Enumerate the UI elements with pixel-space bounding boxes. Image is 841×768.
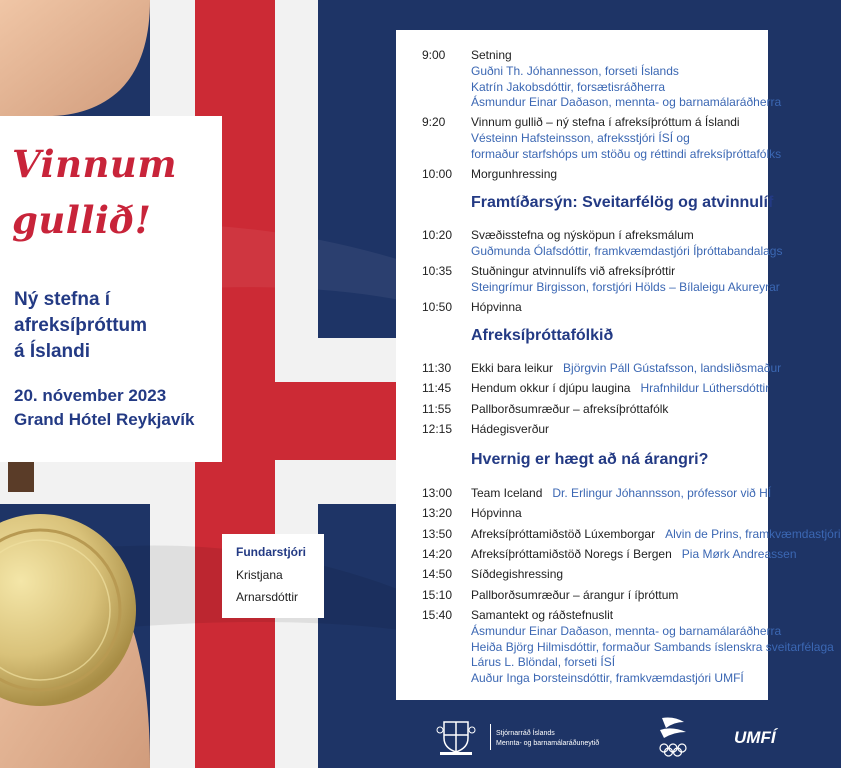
ministry-subname: Mennta- og barnamálaráðuneytið (496, 740, 600, 747)
umfi-logo: UMFÍ (734, 728, 776, 747)
program-speaker: Lárus L. Blöndal, forseti ÍSÍ (471, 655, 616, 669)
event-venue: Grand Hótel Reykjavík (14, 410, 195, 429)
program-speaker: Dr. Erlingur Jóhannsson, prófessor við HÍ (552, 486, 772, 500)
program-time: 13:50 (422, 527, 453, 541)
program-time: 14:20 (422, 547, 453, 561)
event-subtitle (14, 287, 214, 365)
program-item: Hópvinna (471, 300, 522, 314)
program-time: 12:15 (422, 422, 453, 436)
event-date: 20. nóvember 2023 (14, 386, 167, 405)
program-time: 10:20 (422, 228, 453, 242)
program-speaker: Ásmundur Einar Daðason, mennta- og barnamálaráðherra (471, 624, 782, 638)
program-item (471, 547, 797, 561)
event-title-line1: Vinnum (12, 142, 177, 186)
program-time: 11:45 (422, 381, 452, 395)
program-time: 10:35 (422, 264, 453, 278)
chair-name-line2: Arnarsdóttir (236, 590, 299, 604)
program-item (471, 527, 841, 541)
program-speaker: Ásmundur Einar Daðason, mennta- og barnamálaráðherra (471, 95, 782, 109)
program-time: 11:55 (422, 402, 452, 416)
section-heading: Framtíðarsýn: Sveitarfélög og atvinnulíf (471, 194, 774, 211)
program-time: 13:20 (422, 506, 453, 520)
program-speaker: Guðmunda Ólafsdóttir, framkvæmdastjóri Íþróttabandalags (471, 244, 783, 258)
program-item: Hádegisverður (471, 422, 550, 436)
program-item-title: Afreksíþróttamiðstöð Lúxemborgar (471, 527, 656, 541)
program-time: 9:00 (422, 48, 446, 62)
program-time: 13:00 (422, 486, 453, 500)
program-item-title: Team Iceland (471, 486, 543, 500)
program-item: Vinnum gullið – ný stefna í afreksíþróttum á Íslandi (471, 115, 740, 129)
program-item: Stuðningur atvinnulífs við afreksíþróttir (471, 264, 676, 278)
program-speaker: Auður Inga Þorsteinsdóttir, framkvæmdastjóri UMFÍ (471, 671, 744, 685)
program-item: Setning (471, 48, 512, 62)
event-title-line2: gullið! (12, 198, 152, 242)
section-heading: Hvernig er hægt að ná árangri? (471, 451, 709, 468)
program-speaker: Alvin de Prins, framkvæmdastjóri (665, 527, 841, 541)
logo-divider (490, 724, 491, 750)
program-speaker: Björgvin Páll Gústafsson, landsliðsmaður (563, 361, 782, 375)
program-speaker: Hrafnhildur Lúthersdóttir (640, 381, 770, 395)
program-time: 14:50 (422, 567, 453, 581)
program-item: Morgunhressing (471, 167, 558, 181)
program-item: Svæðisstefna og nýsköpun í afreksmálum (471, 228, 694, 242)
chair-role: Fundarstjóri (236, 545, 307, 559)
program-item: Pallborðsumræður – árangur í íþróttum (471, 588, 679, 602)
program-speaker: Katrín Jakobsdóttir, forsætisráðherra (471, 80, 666, 94)
program-panel (396, 30, 841, 700)
program-item-title: Hendum okkur í djúpu laugina (471, 381, 631, 395)
program-item: Pallborðsumræður – afreksíþróttafólk (471, 402, 669, 416)
program-speaker: Pia Mørk Andreassen (681, 547, 797, 561)
program-item: Síðdegishressing (471, 567, 564, 581)
event-subtitle-line3: á Íslandi (14, 341, 91, 362)
program-time: 15:40 (422, 608, 453, 622)
program-time: 9:20 (422, 115, 446, 129)
section-heading: Afreksíþróttafólkið (471, 327, 614, 344)
program-time: 10:00 (422, 167, 453, 181)
program-speaker: Guðni Th. Jóhannesson, forseti Íslands (471, 64, 679, 78)
program-item-title: Ekki bara leikur (471, 361, 554, 375)
coat-of-arms-icon (436, 716, 476, 756)
program-time: 10:50 (422, 300, 453, 314)
ministry-name: Stjórnarráð Íslands (496, 730, 555, 737)
chair-name-line1: Kristjana (236, 568, 283, 582)
program-speaker: Vésteinn Hafsteinsson, afreksstjóri ÍSÍ og (471, 131, 690, 145)
program-item-title: Afreksíþróttamiðstöð Noregs í Bergen (471, 547, 672, 561)
program-item (471, 361, 781, 375)
event-title (12, 136, 177, 248)
program-item (471, 486, 771, 500)
event-subtitle-line1: Ný stefna í (14, 289, 111, 310)
program-item: Samantekt og ráðstefnuslit (471, 608, 614, 622)
program-speaker: formaður starfshóps um stöðu og réttindi afreksíþróttafólks (471, 147, 782, 161)
program-item (471, 381, 769, 395)
program-item: Hópvinna (471, 506, 522, 520)
program-speaker: Steingrímur Birgisson, forstjóri Hölds – Bílaleigu Akureyrar (471, 280, 780, 294)
program-speaker: Heiða Björg Hilmisdóttir, formaður Sambands íslenskra sveitarfélaga (471, 640, 834, 654)
program-time: 15:10 (422, 588, 453, 602)
event-subtitle-line2: afreksíþróttum (14, 315, 148, 336)
program-time: 11:30 (422, 361, 452, 375)
sponsor-footer (396, 700, 776, 768)
olympic-committee-logo-icon (656, 714, 690, 758)
